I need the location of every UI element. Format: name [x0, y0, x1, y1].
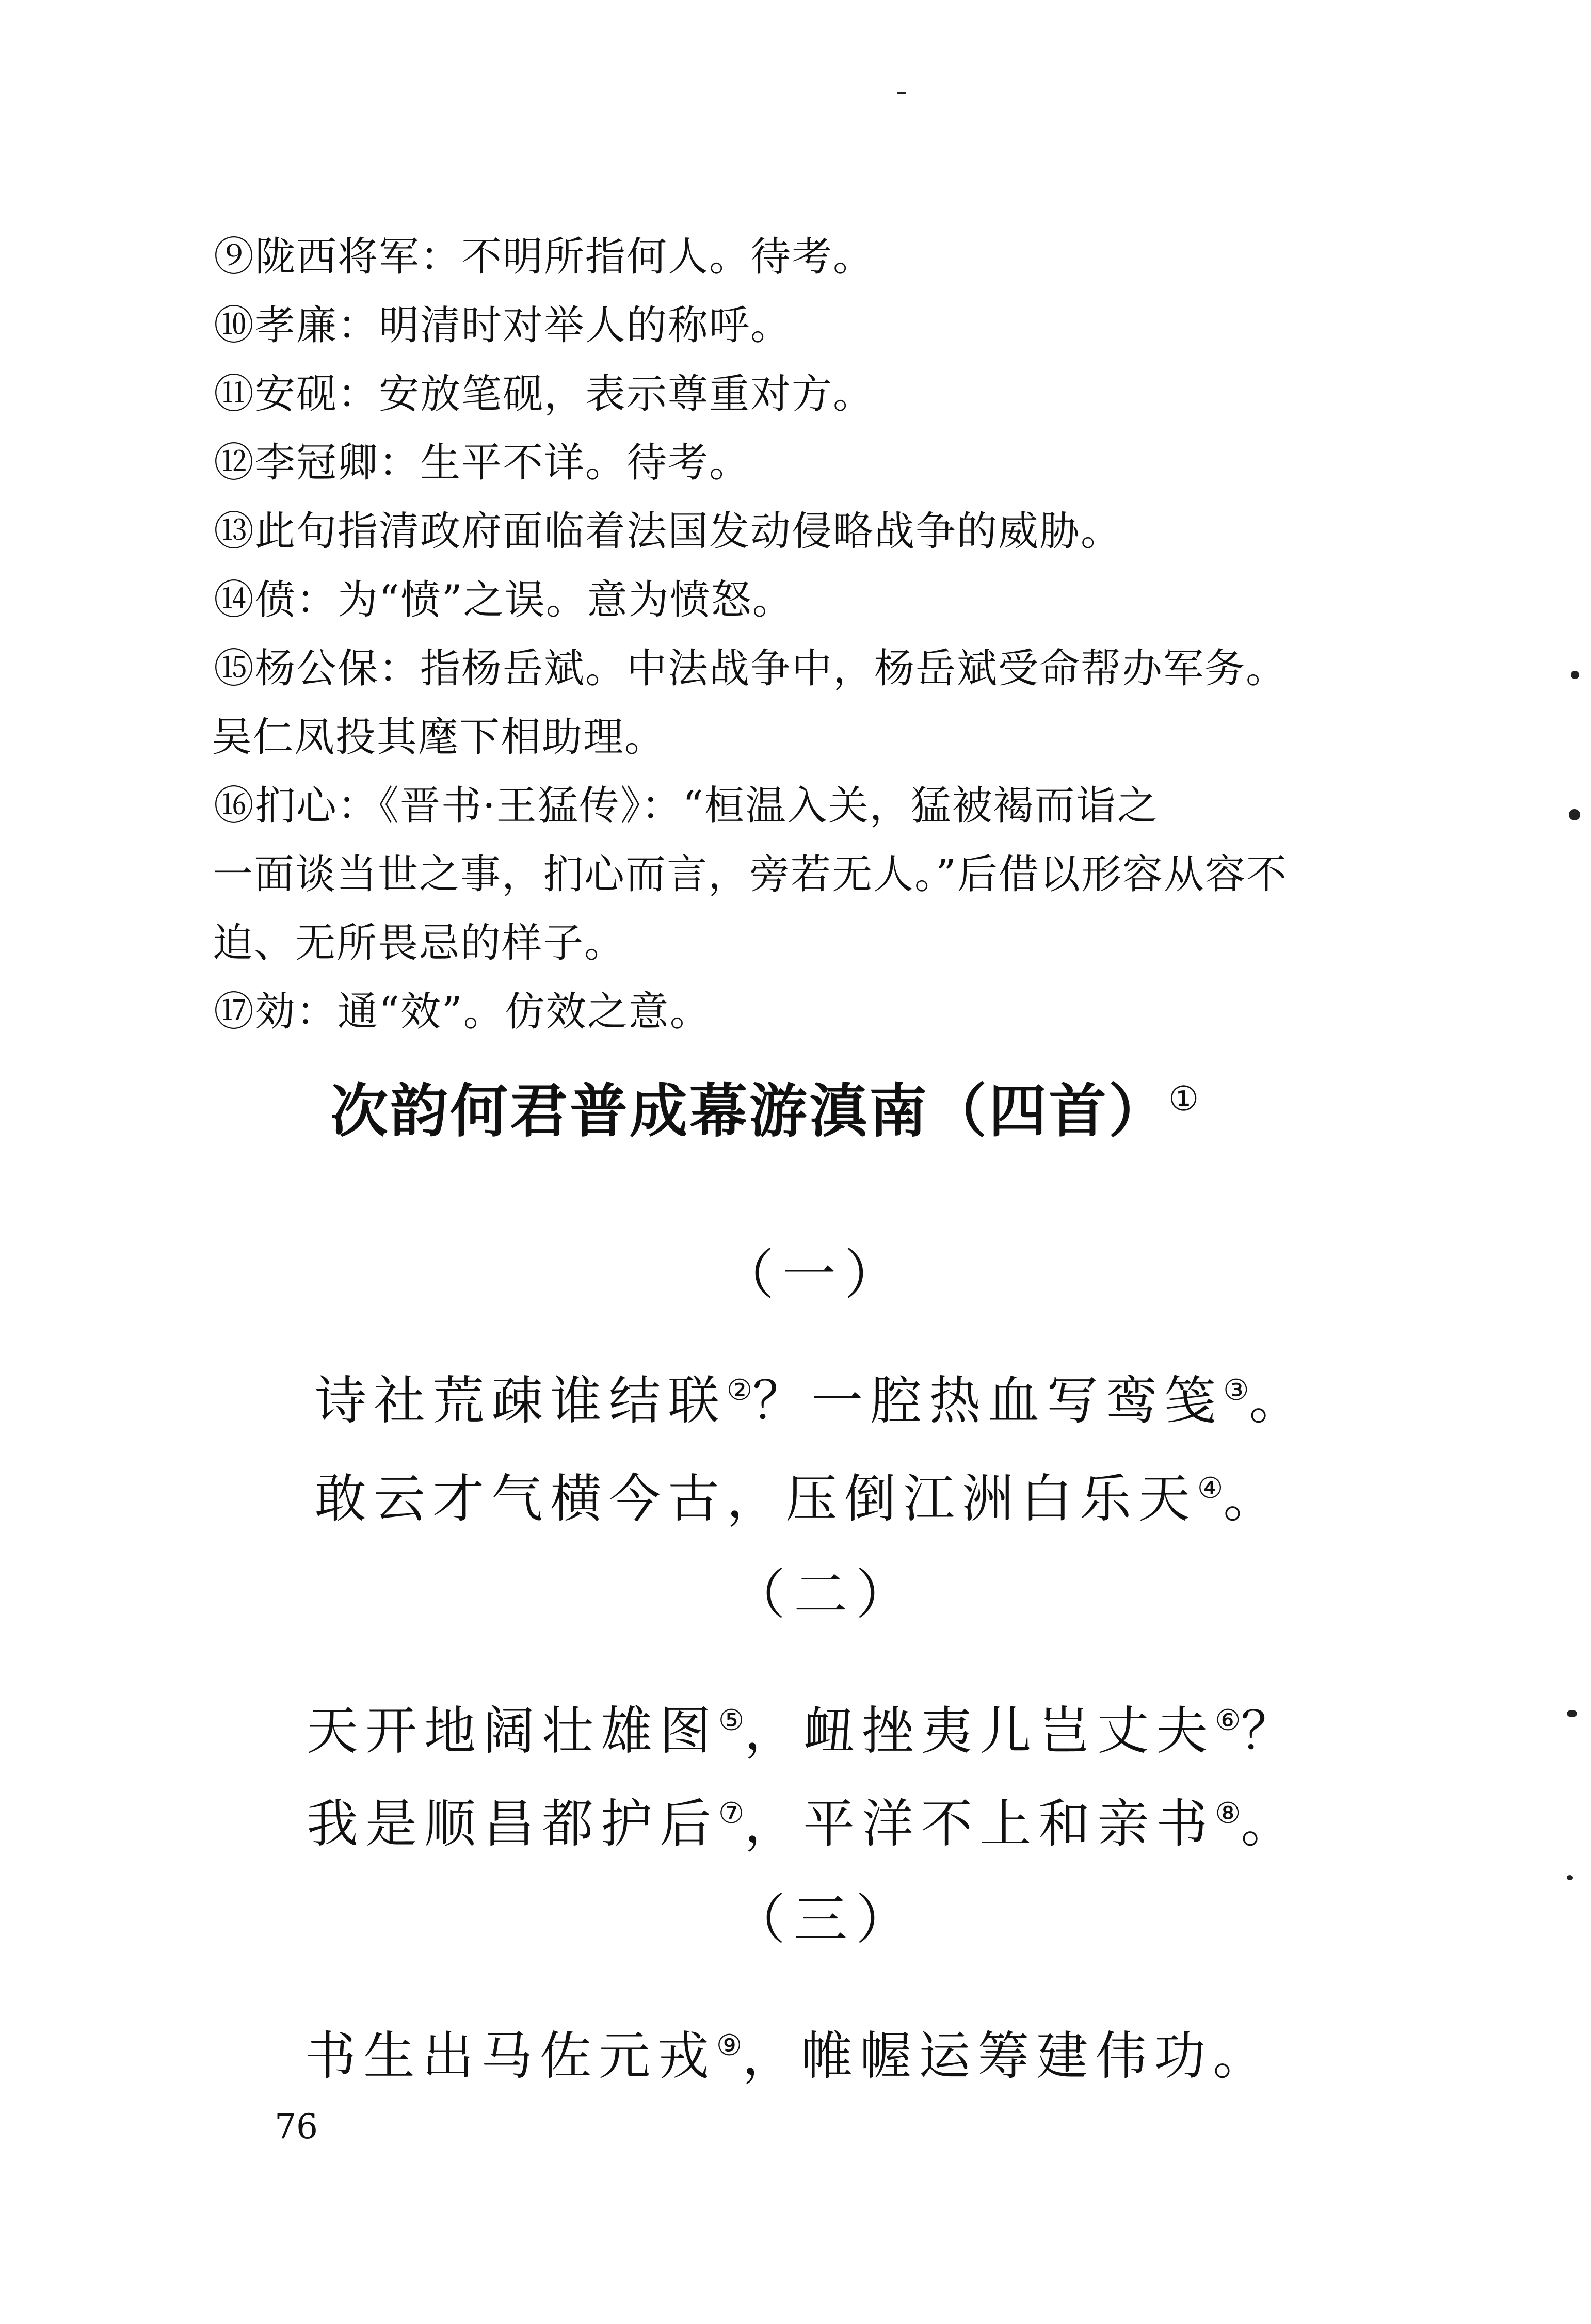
note-14: ⑭偾：为“愤”之误。意为愤怒。 [214, 577, 794, 623]
footnotes [214, 223, 1401, 1046]
scan-speck [1569, 809, 1580, 820]
poem-title [330, 1063, 1201, 1148]
note-9: ⑨陇西将军：不明所指何人。待考。 [214, 234, 875, 280]
verse-text: 。 [1223, 1468, 1282, 1529]
poem-line [315, 1455, 1282, 1532]
footnote-marker: ② [727, 1374, 753, 1407]
note-10: ⑩孝廉：明清时对举人的称呼。 [214, 302, 792, 349]
scan-speck [897, 92, 906, 94]
verse-text: ，平洋不上和亲书 [744, 1794, 1215, 1854]
scan-speck [1567, 1875, 1573, 1880]
note-15 [214, 635, 1401, 772]
footnote-marker: ⑦ [718, 1797, 745, 1830]
scan-speck [1571, 671, 1579, 679]
note-15-line-2: 吴仁凤投其麾下相助理。 [212, 714, 666, 761]
poem-line [307, 1687, 1299, 1765]
verse-text: ，帷幄运筹建伟功。 [742, 2026, 1272, 2086]
scan-speck [1567, 1710, 1577, 1717]
footnote-marker: ⑨ [716, 2029, 743, 2062]
section-mark-2: （二） [732, 1563, 918, 1626]
page-number: 76 [275, 2107, 318, 2147]
verse-punctuation: ？ [1241, 1701, 1300, 1761]
footnote-marker: ⑥ [1215, 1704, 1241, 1737]
verse-text: ？一腔热血写鸾笺 [752, 1370, 1224, 1431]
verse-text: 天开地阔壮雄图 [307, 1701, 718, 1761]
footnote-marker: ④ [1197, 1472, 1224, 1505]
footnote-marker: ③ [1223, 1374, 1249, 1407]
poem-line [315, 1357, 1308, 1434]
note-15-line-1: ⑮杨公保：指杨岳斌。中法战争中，杨岳斌受命帮办军务。 [214, 645, 1288, 692]
footnote-marker: ⑧ [1215, 1797, 1241, 1830]
note-17: ⑰効：通“效”。仿效之意。 [214, 989, 711, 1035]
poem-title-text: 次韵何君普成幕游滇南（四首） [330, 1078, 1168, 1145]
title-footnote-marker: ① [1168, 1079, 1201, 1119]
footnote-marker: ⑤ [718, 1704, 745, 1737]
poem-line [304, 2012, 1272, 2090]
note-13: ⑬此句指清政府面临着法国发动侵略战争的威胁。 [214, 508, 1122, 555]
note-16-line-2: 一面谈当世之事，扪心而言，旁若无人。”后借以形容从容不 [213, 851, 1288, 898]
section-mark-1: （一） [720, 1243, 907, 1306]
note-16 [214, 772, 1401, 978]
verse-text: 我是顺昌都护后 [307, 1794, 718, 1854]
note-12: ⑫李冠卿：生平不详。待考。 [214, 440, 751, 486]
note-11: ⑪安砚：安放笔砚，表示尊重对方。 [214, 371, 875, 417]
note-16-line-3: 迫、无所畏忌的样子。 [213, 920, 626, 966]
note-16-line-1: ⑯扪心：《晋书·王猛传》：“桓温入关，猛被褐而诣之 [214, 783, 1159, 829]
verse-text: 书生出马佐元戎 [304, 2026, 716, 2086]
verse-text: ，衄挫夷儿岂丈夫 [744, 1701, 1215, 1761]
section-mark-3: （三） [732, 1888, 918, 1951]
verse-text: 诗社荒疎谁结联 [315, 1370, 727, 1431]
verse-punctuation: 。 [1241, 1794, 1300, 1854]
poem-line [307, 1780, 1299, 1858]
verse-text: 敢云才气横今古，压倒江洲白乐天 [315, 1468, 1197, 1529]
verse-punctuation: 。 [1249, 1370, 1308, 1431]
